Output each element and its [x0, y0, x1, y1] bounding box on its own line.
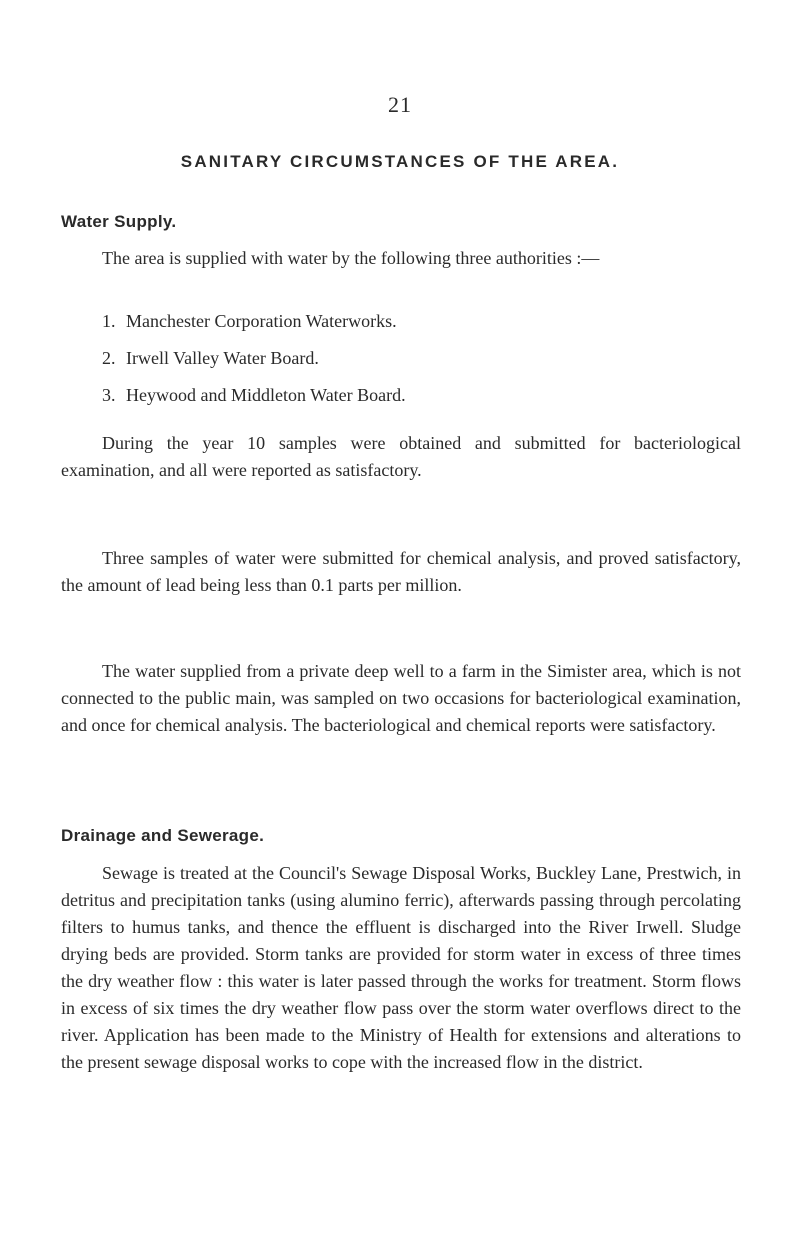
drainage-paragraph [61, 860, 741, 1076]
water-supply-heading: Water Supply. [61, 212, 177, 231]
bacteriological-paragraph-text: During the year 10 samples were obtained and submitted for bacteriological examination, and all were reported as satisfactory. [61, 433, 741, 480]
drainage-heading: Drainage and Sewerage. [61, 826, 265, 845]
water-supply-intro-text: The area is supplied with water by the following three authorities :— [102, 248, 600, 268]
list-item-number: 1. [102, 311, 116, 331]
drainage-paragraph-text: Sewage is treated at the Council's Sewage Disposal Works, Buckley Lane, Prestwich, in detritus and precipitation tanks (using alumino ferric), afterwards passing through percolating filters to humus tanks, and thence the effluent is discharged into the River Irwell. Sludge drying beds are provided. Storm tanks are provided for storm water in excess of three times the dry weather flow : this water is later passed through the works for treatment. Storm flows in excess of six times the dry weather flow pass over the storm water overflows direct to the river. Application has been made to the Ministry of Health for extensions and alterations to the present sewage disposal works to cope with the increased flow in the district. [61, 863, 741, 1072]
list-item-number: 2. [102, 348, 116, 368]
list-item-text: Irwell Valley Water Board. [126, 348, 319, 368]
bacteriological-paragraph [61, 430, 741, 484]
list-item-text: Manchester Corporation Waterworks. [126, 311, 397, 331]
list-item-number: 3. [102, 385, 116, 405]
private-well-paragraph-text: The water supplied from a private deep well to a farm in the Simister area, which is not connected to the public main, was sampled on two occasions for bacteriological examination, and once for chemical analysis. The bacteriological and chemical reports were satisfactory. [61, 661, 741, 735]
chemical-paragraph-text: Three samples of water were submitted for chemical analysis, and proved satisfactory, the amount of lead being less than 0.1 parts per million. [61, 548, 741, 595]
page-title: SANITARY CIRCUMSTANCES OF THE AREA. [180, 152, 620, 171]
water-supply-intro [61, 245, 741, 272]
chemical-paragraph [61, 545, 741, 599]
list-item-text: Heywood and Middleton Water Board. [126, 385, 406, 405]
page-number: 21 [388, 92, 412, 117]
list-item [102, 382, 406, 419]
private-well-paragraph [61, 658, 741, 739]
list-item [102, 308, 406, 345]
authorities-list [102, 308, 406, 419]
list-item [102, 345, 406, 382]
